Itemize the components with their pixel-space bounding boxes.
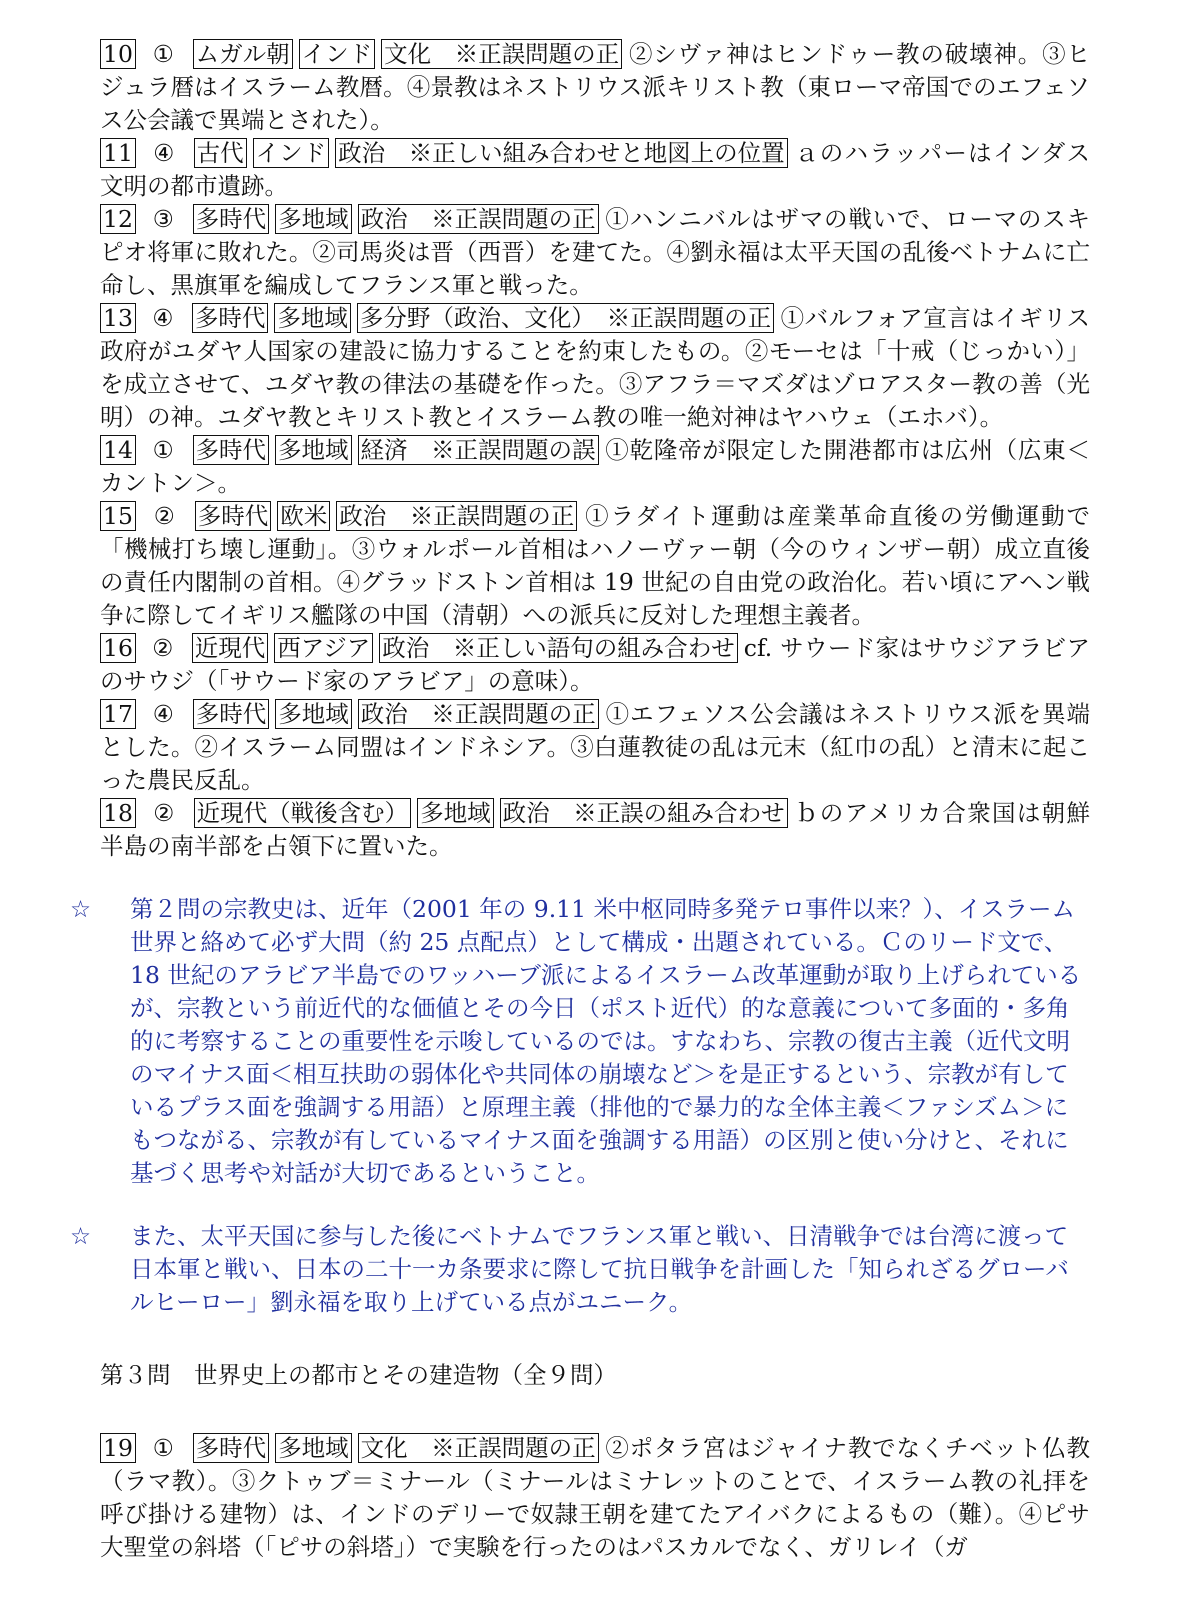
commentary-text: また、太平天国に参与した後にベトナムでフランス軍と戦い、日清戦争では台湾に渡って日本軍と戦い、日本の二十一カ条要求に際して抗日戦争を計画した「知られざるグローバルヒーロー」劉永福を取り上げている点がユニーク。	[130, 1222, 1069, 1316]
question-number: 14	[100, 435, 136, 465]
category-tag: 多時代	[193, 204, 270, 234]
category-tag: 経済 ※正誤問題の誤	[358, 435, 599, 465]
answer-entry-16	[100, 632, 1090, 698]
category-tag: ムガル朝	[193, 39, 293, 69]
commentary-note-religion	[70, 893, 1090, 1190]
answer-choice: ①	[151, 40, 175, 68]
question-number: 11	[100, 138, 136, 168]
category-tag: インド	[253, 138, 330, 168]
category-tag: インド	[299, 39, 376, 69]
category-tag: 近現代（戦後含む）	[194, 798, 412, 828]
question-number: 12	[100, 204, 136, 234]
answer-explanation-page	[70, 38, 1091, 1564]
question-number: 16	[100, 633, 136, 663]
category-tag: 西アジア	[274, 633, 373, 663]
category-tag: 多時代	[193, 435, 270, 465]
answer-entry-10	[100, 38, 1090, 137]
answer-entry-11	[100, 137, 1090, 203]
explanation-text: ①ハンニバルはザマの戦いで、ローマのスキピオ将軍に敗れた。②司馬炎は晋（西晋）を建てた。④劉永福は太平天国の乱後ベトナムに亡命し、黒旗軍を編成してフランス軍と戦った。	[100, 205, 1091, 299]
category-tag: 多時代	[193, 1433, 270, 1463]
category-tag: 政治 ※正誤の組み合わせ	[500, 798, 788, 828]
question-number: 17	[100, 699, 136, 729]
category-tag: 古代	[194, 138, 247, 168]
answer-entry-17	[100, 698, 1090, 797]
answer-choice: ①	[151, 1434, 175, 1462]
category-tag: 多地域	[275, 435, 352, 465]
explanation-text: ②ポタラ宮はジャイナ教でなくチベット仏教（ラマ教）。③クトゥブ＝ミナール（ミナールはミナレットのことで、イスラーム教の礼拝を呼び掛ける建物）は、インドのデリーで奴隷王朝を建てたアイバクによるもの（難）。④ピサ大聖堂の斜塔（「ピサの斜塔」）で実験を行ったのはパスカルでなく、ガリレイ（ガ	[100, 1434, 1091, 1561]
explanation-text: ①乾隆帝が限定した開港都市は広州（広東＜カントン＞。	[100, 436, 1090, 497]
answer-choice: ④	[151, 304, 174, 332]
category-tag: 政治 ※正誤問題の正	[358, 204, 599, 234]
answer-entry-19	[100, 1432, 1090, 1564]
commentary-text: 第２問の宗教史は、近年（2001 年の 9.11 米中枢同時多発テロ事件以来？）、イスラーム世界と絡めて必ず大問（約 25 点配点）として構成・出題されている。Ｃのリード文で、18 世紀のアラビア半島でのワッハーブ派によるイスラーム改革運動が取り上げられているが、宗教という前近代的な価値とその今日（ポスト近代）的な意義について多面的・多角的に考察することの重要性を示唆しているのでは。すなわち、宗教の復古主義（近代文明のマイナス面＜相互扶助の弱体化や共同体の崩壊など＞を是正するという、宗教が有しているプラス面を強調する用語）と原理主義（排他的で暴力的な全体主義＜ファシズム＞にもつながる、宗教が有しているマイナス面を強調する用語）の区別と使い分けと、それに基づく思考や対話が大切であるということ。	[130, 895, 1082, 1187]
explanation-text: ①エフェソス公会議はネストリウス派を異端とした。②イスラーム同盟はインドネシア。③白蓮教徒の乱は元末（紅巾の乱）と清末に起こった農民反乱。	[100, 700, 1090, 794]
category-tag: 多地域	[275, 699, 352, 729]
answer-entry-13	[100, 302, 1090, 434]
explanation-text: ａのハラッパーはインダス文明の都市遺跡。	[100, 139, 1090, 200]
category-tag: 多地域	[275, 204, 352, 234]
answer-choice: ①	[151, 436, 175, 464]
category-tag: 多時代	[193, 699, 270, 729]
category-tag: 多地域	[274, 303, 351, 333]
section-title: 第３問 世界史上の都市とその建造物（全９問）	[100, 1361, 617, 1389]
star-icon: ☆	[70, 1222, 92, 1250]
question-number: 18	[100, 798, 136, 828]
answer-choice: ③	[151, 205, 175, 233]
star-icon: ☆	[70, 895, 92, 923]
category-tag: 多分野（政治、文化） ※正誤問題の正	[357, 303, 774, 333]
category-tag: 近現代	[192, 633, 269, 663]
category-tag: 多地域	[417, 798, 494, 828]
category-tag: 政治 ※正しい組み合わせと地図上の位置	[335, 138, 788, 168]
category-tag: 文化 ※正誤問題の正	[358, 1433, 599, 1463]
question-number: 19	[100, 1433, 136, 1463]
answer-choice: ④	[151, 139, 176, 167]
explanation-text: ②シヴァ神はヒンドゥー教の破壊神。③ヒジュラ暦はイスラーム教暦。④景教はネストリウス派キリスト教（東ローマ帝国でのエフェソス公会議で異端とされた）。	[100, 40, 1090, 134]
question-number: 10	[100, 39, 136, 69]
category-tag: 欧米	[277, 501, 330, 531]
question-number: 13	[100, 303, 136, 333]
answer-choice: ②	[151, 502, 177, 530]
answer-choice: ④	[151, 700, 175, 728]
answer-entry-12	[100, 203, 1090, 302]
question-number: 15	[100, 501, 136, 531]
explanation-text: ｂのアメリカ合衆国は朝鮮半島の南半部を占領下に置いた。	[100, 799, 1090, 860]
answer-entry-14	[100, 434, 1090, 500]
explanation-text: ①バルフォア宣言はイギリス政府がユダヤ人国家の建設に協力することを約束したもの。②モーセは「十戒（じっかい）」を成立させて、ユダヤ教の律法の基礎を作った。③アフラ＝マズダはゾロアスター教の善（光明）の神。ユダヤ教とキリスト教とイスラーム教の唯一絶対神はヤハウェ（エホバ）。	[100, 304, 1090, 431]
category-tag: 多時代	[192, 303, 269, 333]
answer-choice: ②	[151, 799, 176, 827]
explanation-text: cf. サウード家はサウジアラビアのサウジ（「サウード家のアラビア」の意味）。	[100, 634, 1090, 695]
answer-choice: ②	[151, 634, 174, 662]
commentary-note-liu-yongfu	[70, 1220, 1090, 1319]
category-tag: 文化 ※正誤問題の正	[381, 39, 622, 69]
category-tag: 政治 ※正しい語句の組み合わせ	[379, 633, 738, 663]
category-tag: 多時代	[195, 501, 272, 531]
explanation-text: ①ラダイト運動は産業革命直後の労働運動で「機械打ち壊し運動」。③ウォルポール首相はハノーヴァー朝（今のウィンザー朝）成立直後の責任内閣制の首相。④グラッドストン首相は 19 世紀の自由党の政治化。若い頃にアヘン戦争に際してイギリス艦隊の中国（清朝）への派兵に反対した理想主義者。	[100, 502, 1091, 629]
category-tag: 政治 ※正誤問題の正	[336, 501, 577, 531]
category-tag: 多地域	[275, 1433, 352, 1463]
answer-entry-15	[100, 500, 1090, 632]
answer-entry-18	[100, 797, 1090, 863]
category-tag: 政治 ※正誤問題の正	[358, 699, 599, 729]
